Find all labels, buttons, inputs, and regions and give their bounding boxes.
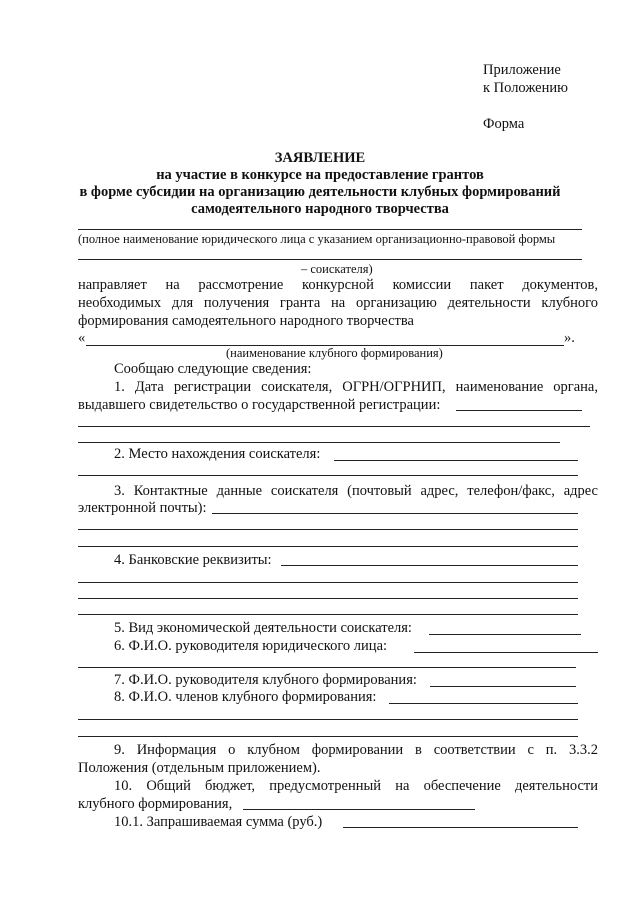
item-4-field xyxy=(281,565,578,566)
item-8-line-b xyxy=(78,736,578,737)
body-line-3: формирования самодеятельного народного творчества xyxy=(78,313,414,329)
item-10-field xyxy=(243,809,475,810)
item-4-label: 4. Банковские реквизиты: xyxy=(114,552,272,568)
item-3-line-1: 3. Контактные данные соискателя (почтовый адрес, телефон/факс, адрес xyxy=(114,483,598,499)
title-line-1: на участие в конкурсе на предоставление грантов xyxy=(156,167,484,183)
item-3-line-b xyxy=(78,546,578,547)
item-5-field xyxy=(429,634,581,635)
item-7-label: 7. Ф.И.О. руководителя клубного формирования: xyxy=(114,672,417,688)
item-1-field xyxy=(456,410,582,411)
quote-close: ». xyxy=(564,330,575,346)
item-8-line-a xyxy=(78,719,578,720)
item-4-line-a xyxy=(78,582,578,583)
item-4-line-c xyxy=(78,614,578,615)
item-5-label: 5. Вид экономической деятельности соискателя: xyxy=(114,620,412,636)
item-8-label: 8. Ф.И.О. членов клубного формирования: xyxy=(114,689,377,705)
body-line-1: направляет на рассмотрение конкурсной комиссии пакет документов, xyxy=(78,277,598,293)
item-2-label: 2. Место нахождения соискателя: xyxy=(114,446,321,462)
item-1-line-2: выдавшего свидетельство о государственной регистрации: xyxy=(78,397,441,413)
applicant-name-line-1 xyxy=(78,229,582,230)
item-3-line-2: электронной почты): xyxy=(78,500,207,516)
item-7-field xyxy=(430,686,576,687)
item-9-line-1: 9. Информация о клубном формировании в соответствии с п. 3.3.2 xyxy=(114,742,598,758)
item-2-field xyxy=(334,460,578,461)
body-line-2: необходимых для получения гранта на организацию деятельности клубного xyxy=(78,295,598,311)
applicant-hint-end: – соискателя) xyxy=(301,262,373,276)
item-6-label: 6. Ф.И.О. руководителя юридического лица: xyxy=(114,638,388,654)
item-10-1-label: 10.1. Запрашиваемая сумма (руб.) xyxy=(114,814,323,830)
item-8-field xyxy=(389,703,578,704)
item-9-line-2: Положения (отдельным приложением). xyxy=(78,760,321,776)
intro-text: Сообщаю следующие сведения: xyxy=(114,361,312,377)
appendix-reference: к Положению xyxy=(483,80,568,96)
item-10-1-field xyxy=(343,827,578,828)
form-label: Форма xyxy=(483,116,525,132)
quote-open: « xyxy=(78,330,86,346)
item-10-line-1: 10. Общий бюджет, предусмотренный на обеспечение деятельности xyxy=(114,778,598,794)
title-line-2: в форме субсидии на организацию деятельности клубных формирований xyxy=(79,184,561,200)
item-1-line-a xyxy=(78,426,590,427)
item-2-line-a xyxy=(78,475,578,476)
item-4-line-b xyxy=(78,598,578,599)
title-line-3: самодеятельного народного творчества xyxy=(191,201,449,217)
item-3-field xyxy=(212,513,578,514)
applicant-name-line-2 xyxy=(78,259,582,260)
appendix-label: Приложение xyxy=(483,62,561,78)
document-title: ЗАЯВЛЕНИЕ xyxy=(274,150,366,166)
item-6-line-a xyxy=(78,667,576,668)
item-3-line-a xyxy=(78,529,578,530)
club-name-hint: (наименование клубного формирования) xyxy=(226,346,443,360)
item-1-line-b xyxy=(78,442,560,443)
applicant-name-hint: (полное наименование юридического лица с указанием организационно-правовой формы xyxy=(78,232,556,246)
item-6-field xyxy=(414,652,598,653)
item-1-line-1: 1. Дата регистрации соискателя, ОГРН/ОГРНИП, наименование органа, xyxy=(114,379,598,395)
item-10-line-2: клубного формирования, xyxy=(78,796,233,812)
